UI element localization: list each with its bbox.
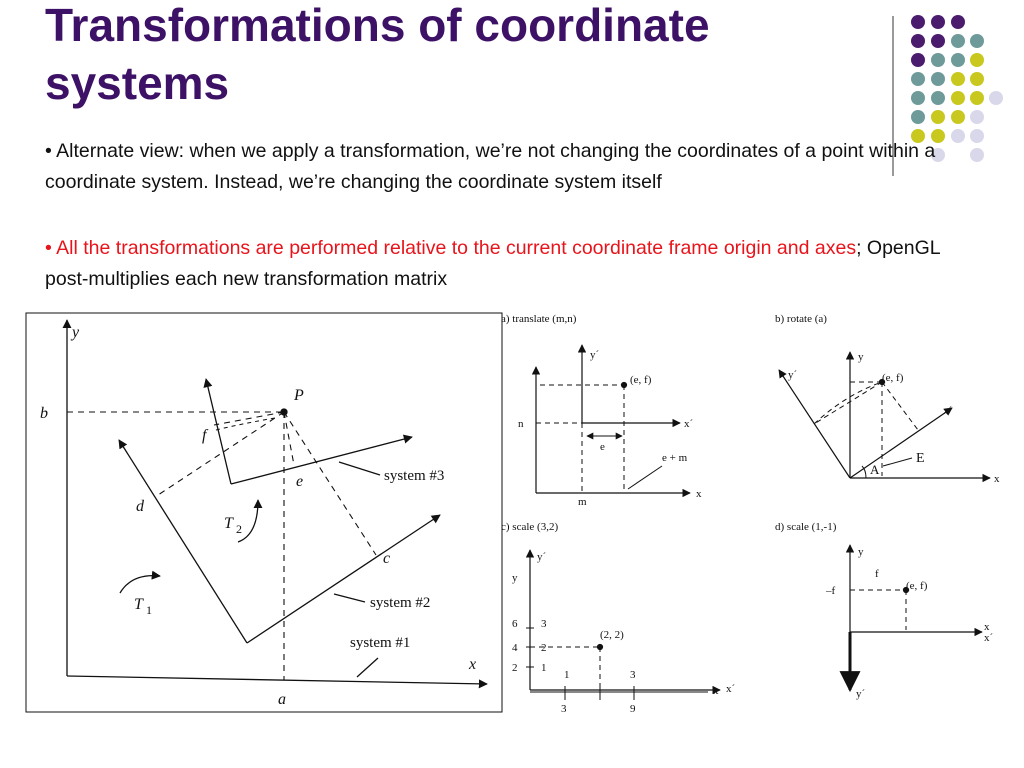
scale32-labels <box>501 521 736 715</box>
label-2-left: 2 <box>541 642 547 654</box>
caption-translate: a) translate (m,n) <box>501 313 577 325</box>
label-1-top: 1 <box>564 669 570 681</box>
rotate-labels <box>775 313 1000 485</box>
label-2: 2 <box>512 662 518 674</box>
figure-scale-3-2 <box>526 550 720 700</box>
label-4: 4 <box>512 642 518 654</box>
label-f: f <box>875 568 879 580</box>
main-figure-labels <box>40 324 476 708</box>
label-xprime: x´ <box>984 632 994 644</box>
label-9-bottom: 9 <box>630 703 636 715</box>
label-y: y <box>512 572 518 584</box>
label-x: x <box>469 656 477 673</box>
label-e-plus-m: e + m <box>662 452 688 464</box>
label-T2-sub: 2 <box>236 522 242 536</box>
label-m: m <box>578 496 587 508</box>
label-system1: system #1 <box>350 635 411 651</box>
label-3-top: 3 <box>630 669 636 681</box>
label-E: E <box>916 451 925 466</box>
label-e: e <box>600 441 605 453</box>
label-d: d <box>136 498 144 515</box>
label-point: (e, f) <box>630 374 652 386</box>
label-b: b <box>40 405 48 422</box>
label-yprime: y´ <box>856 688 866 700</box>
label-f: f <box>202 427 207 444</box>
label-1-left: 1 <box>541 662 547 674</box>
system-labels <box>350 468 444 651</box>
label-y: y <box>858 351 864 363</box>
caption-scale-1-neg1: d) scale (1,-1) <box>775 521 837 533</box>
label-yprime: y´ <box>788 369 798 381</box>
label-6: 6 <box>512 618 518 630</box>
figure-frame <box>26 313 502 712</box>
label-y: y <box>72 324 80 341</box>
label-x: x <box>984 621 990 633</box>
label-xprime: x´ <box>943 405 953 417</box>
label-T1-sub: 1 <box>146 603 152 617</box>
slide-title: Transformations of coordinate systems <box>45 0 710 109</box>
figure-translate <box>536 345 690 493</box>
bullet-red-text: All the transformations are performed relative to the current coordinate frame origin and axes <box>56 237 857 259</box>
label-yprime: y´ <box>590 349 600 361</box>
label-3-bottom: 3 <box>561 703 567 715</box>
caption-scale-3-2: c) scale (3,2) <box>501 521 559 533</box>
bullet-text: Alternate view: when we apply a transformation, we’re not changing the coordinates of a point within a coordinate system. Instead, we’re changing the coordinate system itself <box>45 140 936 193</box>
label-x: x <box>994 473 1000 485</box>
main-coordinate-figure <box>26 313 502 712</box>
label-yprime: y´ <box>537 551 547 563</box>
T1-rotation-arrow <box>120 576 160 593</box>
label-A: A <box>870 462 880 477</box>
system3-y-axis <box>206 379 231 484</box>
figure-scale-1-neg1 <box>850 545 982 690</box>
scale1neg1-labels <box>775 521 994 700</box>
label-e: e <box>296 473 304 490</box>
label-xprime: x´ <box>684 418 694 430</box>
label-T2: T <box>224 515 233 532</box>
bullet-glyph: • <box>45 237 52 259</box>
label-point: (2, 2) <box>600 629 624 641</box>
label-n: n <box>518 418 524 430</box>
bullet-glyph: • <box>45 140 52 162</box>
system1-x-axis <box>67 676 487 684</box>
label-3-left: 3 <box>541 618 547 630</box>
projection-lines <box>67 412 376 680</box>
label-a: a <box>278 691 286 708</box>
label-neg-f: –f <box>826 585 836 597</box>
label-T1: T <box>134 596 143 613</box>
label-x: x <box>696 488 702 500</box>
label-P: P <box>294 387 304 404</box>
translate-labels <box>501 313 702 508</box>
bullet-black-text: ; OpenGL post-multiplies each new transformation matrix <box>45 237 940 290</box>
caption-rotate: b) rotate (a) <box>775 313 827 325</box>
label-system2: system #2 <box>370 595 431 611</box>
point-P <box>281 409 287 415</box>
label-system3: system #3 <box>384 468 445 484</box>
label-y: y <box>858 546 864 558</box>
label-point: (e, f) <box>882 372 904 384</box>
label-point: (e, f) <box>906 580 928 592</box>
system2-x-axis <box>247 515 440 643</box>
figure-rotate <box>779 352 990 478</box>
label-c: c <box>383 550 391 567</box>
label-x: x <box>713 685 719 697</box>
label-xprime: x´ <box>726 683 736 695</box>
